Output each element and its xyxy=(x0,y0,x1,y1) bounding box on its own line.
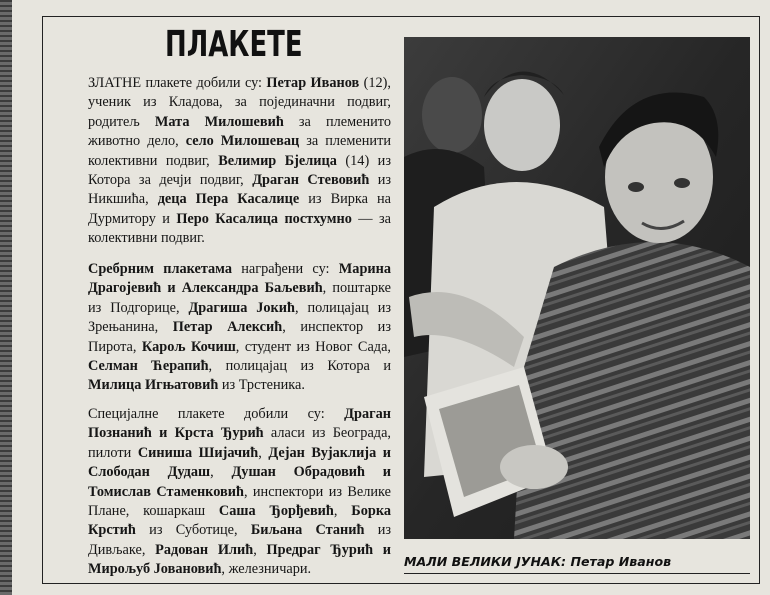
bold-name-run: Биљана Станић xyxy=(250,522,365,539)
bold-name-run: Борка Крстић xyxy=(88,503,391,539)
text-run: , xyxy=(258,444,269,461)
text-run: , xyxy=(333,503,352,520)
bold-name-run: Милица Игњатовић xyxy=(88,377,219,394)
bold-name-run: Карољ Кочиш xyxy=(141,338,236,355)
paragraph-special-plaques xyxy=(88,405,391,580)
bold-name-run: Драгиша Јокић xyxy=(188,299,295,316)
bold-name-run: Саша Ђорђевић xyxy=(218,503,334,520)
bold-name-run: деца Пера Касалице xyxy=(157,191,300,208)
paragraph-gold-plaques xyxy=(88,74,391,249)
article-title: ПЛАКЕТЕ xyxy=(165,24,303,65)
text-run: , инспектор из Пирота, xyxy=(88,319,391,355)
bold-name-run: Марина Драгојевић и Александра Баљевић xyxy=(88,261,392,297)
text-run: из Трстеника. xyxy=(218,377,305,394)
text-run: (12), ученик из Кладова, за појединачни подвиг, родитељ xyxy=(88,75,391,130)
text-run: ЗЛАТНЕ плакете добили су: xyxy=(88,75,267,91)
text-run: , xyxy=(253,541,267,558)
text-run: (14) из Котора за дечји подвиг, xyxy=(88,152,391,189)
text-run: , студент из Новог Сада, xyxy=(235,338,391,355)
bold-name-run: Петар Алексић xyxy=(172,319,283,336)
photo-image xyxy=(404,37,750,539)
bold-name-run: Перо Касалица постхумно xyxy=(176,210,352,227)
photo-boy-with-plaque xyxy=(404,37,750,539)
text-run: за племенито животно дело, xyxy=(88,113,392,150)
text-run: Специјалне плакете добили су: xyxy=(88,406,345,422)
text-run: , поштарке из Подгорице, xyxy=(88,280,391,316)
bold-name-run: Петар Иванов xyxy=(266,75,360,91)
bold-name-run: Драган Стевовић xyxy=(252,172,370,189)
text-run: за племенити колективни подвиг, xyxy=(88,133,391,169)
text-run: награђени су: xyxy=(231,261,339,277)
text-run: , инспектори из Велике Плане, кошаркаш xyxy=(88,483,391,520)
text-run: , полицајац из Зрењанина, xyxy=(88,299,391,336)
bold-name-run: Предраг Ђурић и Мирољуб Јовановић xyxy=(88,541,391,578)
bold-name-run: Радован Илић xyxy=(155,541,254,558)
bold-name-run: Сребрним плакетама xyxy=(88,261,232,277)
text-run: из Никшића, xyxy=(88,172,391,208)
bold-name-run: село Милошевац xyxy=(185,133,300,150)
text-run: , полицајац из Котора и xyxy=(208,358,392,375)
text-run: — за колективни подвиг. xyxy=(88,210,391,247)
bold-name-run: Душан Обрадовић и Томислав Стаменковић xyxy=(88,464,391,500)
bold-name-run: Селман Ћерапић xyxy=(88,358,209,375)
caption-underline xyxy=(404,573,750,574)
text-run: из Суботице, xyxy=(135,522,251,539)
photo-caption xyxy=(404,554,750,569)
text-run: , железничари. xyxy=(221,561,312,578)
page-edge-strip xyxy=(0,0,12,595)
bold-name-run: Драган Познанић и Крста Ђурић xyxy=(88,406,391,442)
bold-name-run: Велимир Бјелица xyxy=(218,152,337,169)
bold-name-run: Синиша Шијачић xyxy=(137,444,259,461)
text-run: из Вирка на Дурмитору и xyxy=(88,191,392,227)
bold-name-run: Мата Милошевић xyxy=(154,113,284,130)
paragraph-silver-plaques xyxy=(88,260,391,396)
text-run: аласи из Београда, пилоти xyxy=(88,425,391,461)
text-run: из Дивљаке, xyxy=(88,522,391,558)
bold-name-run: Дејан Вујаклија и Слободан Дудаш xyxy=(88,444,392,481)
photo-caption-text: МАЛИ ВЕЛИКИ ЈУНАК: Петар Иванов xyxy=(404,554,672,569)
text-run: , xyxy=(210,464,232,481)
